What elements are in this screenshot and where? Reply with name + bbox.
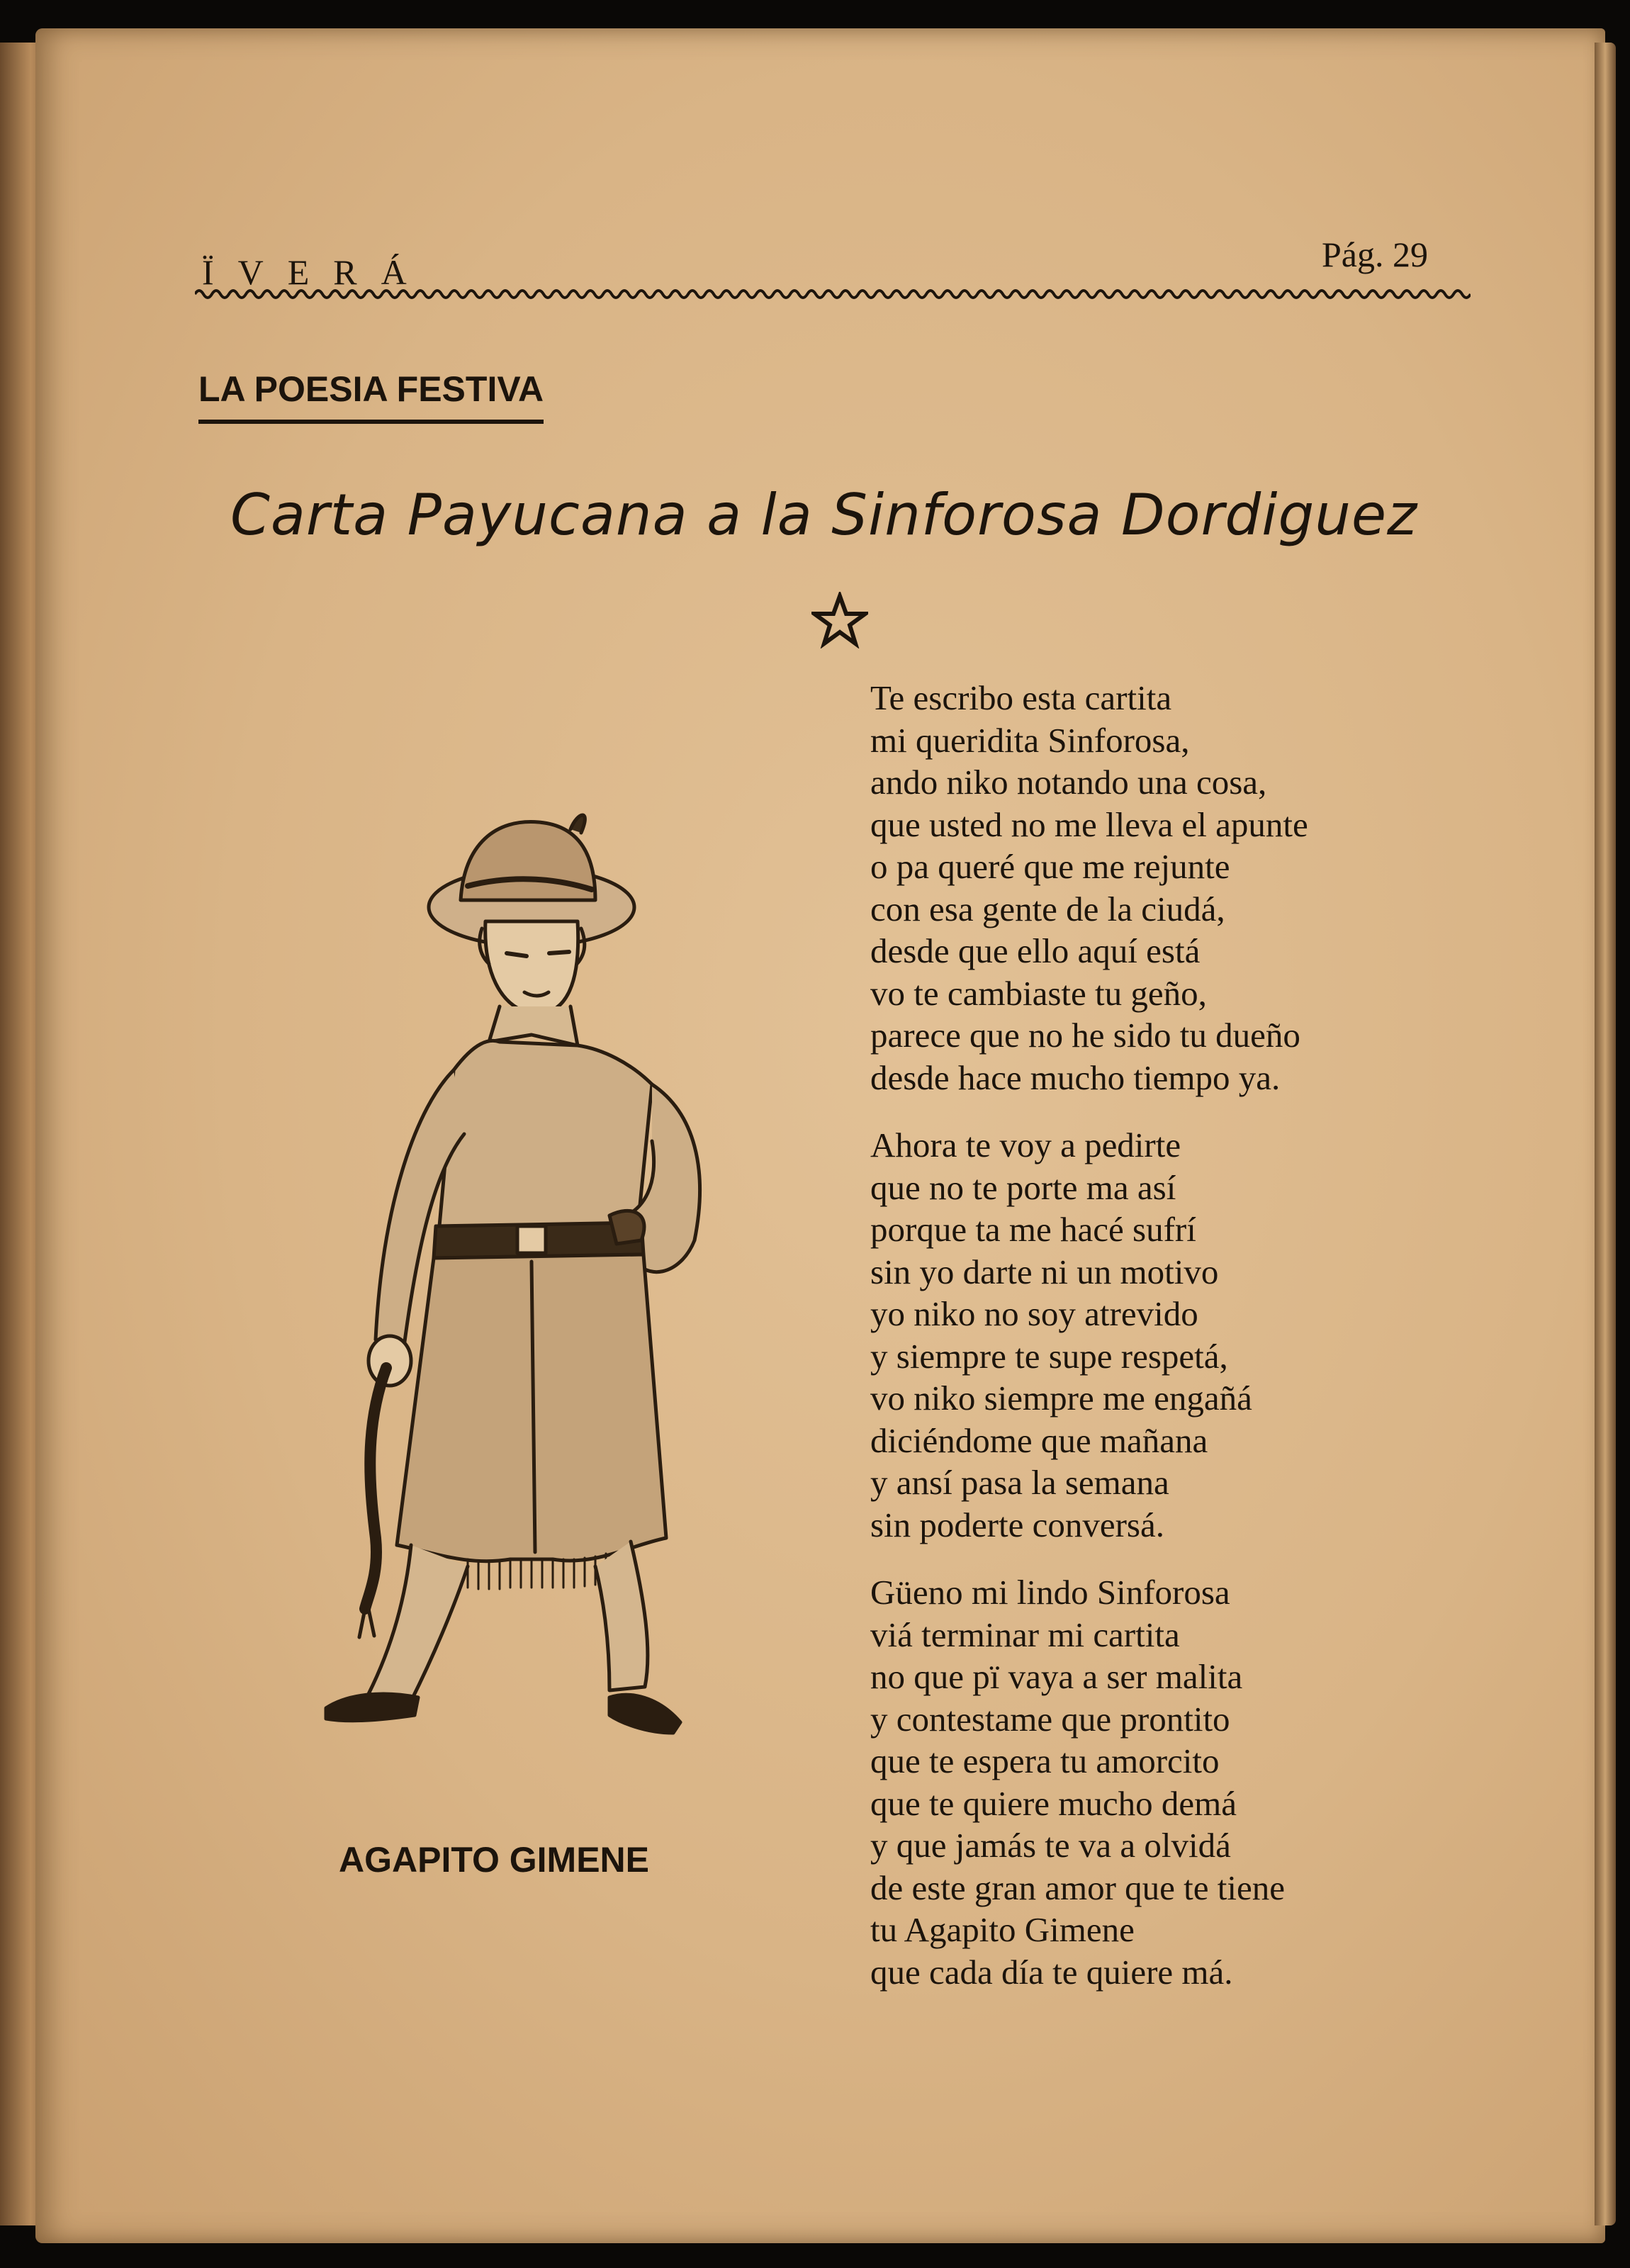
verse-line: no que pï vaya a ser malita	[870, 1657, 1243, 1696]
verse-line: yo niko no soy atrevido	[870, 1294, 1198, 1333]
page-number: Pág. 29	[1322, 235, 1428, 274]
illustration-caption: AGAPITO GIMENE	[339, 1840, 650, 1880]
verse-line: desde hace mucho tiempo ya.	[870, 1057, 1281, 1097]
section-heading: LA POESIA FESTIVA	[198, 369, 544, 424]
page-stack-edge	[1595, 43, 1616, 2225]
verse-line: y ansí pasa la semana	[870, 1463, 1169, 1502]
verse-line: sin yo darte ni un motivo	[870, 1252, 1219, 1291]
poem-title: Carta Payucana a la Sinforosa Dordiguez	[230, 482, 1418, 548]
verse-line: diciéndome que mañana	[870, 1420, 1208, 1460]
verse-line: o pa queré que me rejunte	[870, 847, 1230, 886]
verse-line: Te escribo esta cartita	[870, 678, 1172, 717]
gaucho-illustration	[298, 801, 794, 1850]
stanza	[870, 1124, 1508, 1546]
verse-line: viá terminar mi cartita	[870, 1615, 1180, 1654]
running-header: ÏVERÁ	[202, 252, 431, 292]
verse-line: que no te porte ma así	[870, 1167, 1176, 1207]
stanza	[870, 1571, 1508, 1993]
verse-line: que cada día te quiere má.	[870, 1952, 1233, 1992]
star-ornament-icon	[811, 592, 868, 649]
verse-line: parece que no he sido tu dueño	[870, 1016, 1300, 1055]
verse-line: porque ta me hacé sufrí	[870, 1210, 1196, 1249]
verse-line: vo niko siempre me engañá	[870, 1379, 1252, 1418]
verse-line: y que jamás te va a olvidá	[870, 1826, 1231, 1865]
verse-line: desde que ello aquí está	[870, 931, 1201, 970]
verse-line: sin poderte conversá.	[870, 1505, 1164, 1544]
stanza	[870, 677, 1508, 1099]
verse-line: que te quiere mucho demá	[870, 1783, 1237, 1823]
verse-line: que usted no me lleva el apunte	[870, 804, 1308, 844]
wavy-rule	[195, 284, 1471, 305]
verse-line: vo te cambiaste tu geño,	[870, 973, 1207, 1013]
verse-line: de este gran amor que te tiene	[870, 1868, 1286, 1907]
verse-line: ando niko notando una cosa,	[870, 763, 1267, 802]
verse-line: que te espera tu amorcito	[870, 1741, 1220, 1780]
verse-line: y siempre te supe respetá,	[870, 1336, 1228, 1376]
verse-line: Güeno mi lindo Sinforosa	[870, 1573, 1230, 1612]
poem-body	[870, 677, 1508, 2019]
verse-line: Ahora te voy a pedirte	[870, 1125, 1181, 1164]
verse-line: y contestame que prontito	[870, 1699, 1230, 1739]
verse-line: mi queridita Sinforosa,	[870, 720, 1190, 760]
verse-line: con esa gente de la ciudá,	[870, 889, 1225, 928]
verse-line: tu Agapito Gimene	[870, 1910, 1135, 1949]
